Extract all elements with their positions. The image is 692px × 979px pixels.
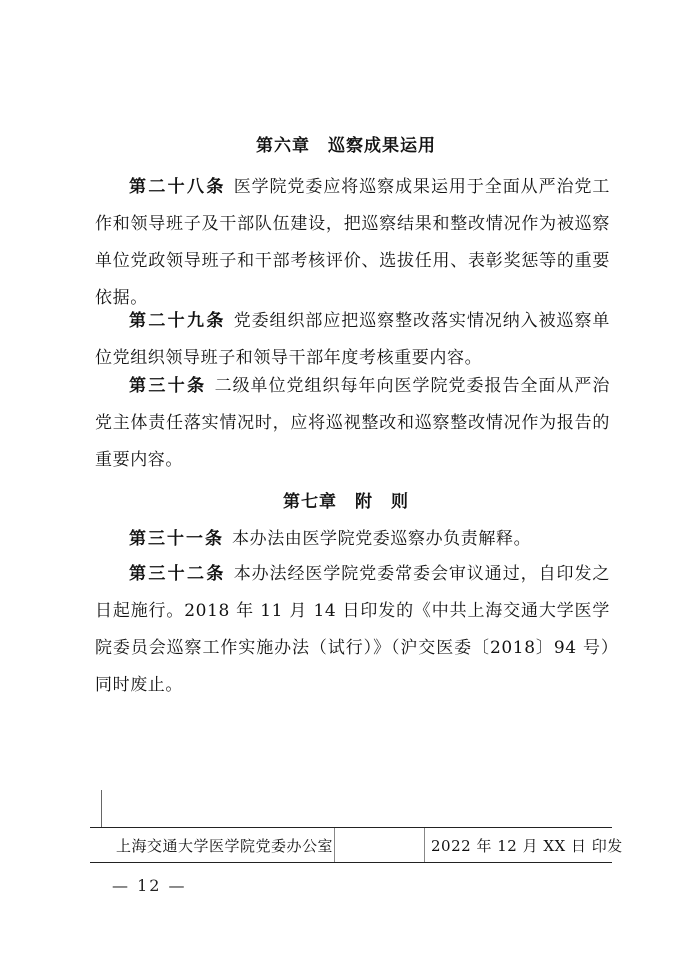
article-28 bbox=[95, 169, 610, 317]
article-28-label: 第二十八条 bbox=[129, 177, 226, 197]
chapter-6-heading bbox=[0, 131, 692, 156]
issuing-office: 上海交通大学医学院党委办公室 bbox=[116, 837, 334, 855]
article-30 bbox=[95, 368, 610, 479]
footer-margin-line bbox=[101, 790, 102, 827]
article-32-label: 第三十二条 bbox=[129, 564, 226, 584]
article-28-text: 医学院党委应将巡察成果运用于全面从严治党工作和领导班子及干部队伍建设，把巡察结果和整改情况作为被巡察单位党政领导班子和干部考核评价、选拔任用、表彰奖惩等的重要依据。 bbox=[95, 177, 610, 308]
article-29-label: 第二十九条 bbox=[129, 311, 226, 331]
article-29 bbox=[95, 303, 610, 377]
footer-divider bbox=[334, 828, 335, 862]
chapter-6-title: 巡察成果运用 bbox=[328, 136, 436, 156]
issuance-date: 2022 年 12 月 XX 日 印发 bbox=[431, 837, 623, 855]
article-29-text: 党委组织部应把巡察整改落实情况纳入被巡察单位党组织领导班子和领导干部年度考核重要内容。 bbox=[95, 311, 610, 368]
page-number: — 12 — bbox=[112, 876, 187, 895]
chapter-7-heading bbox=[0, 487, 692, 512]
article-30-label: 第三十条 bbox=[129, 376, 207, 396]
article-32-text: 本办法经医学院党委常委会审议通过，自印发之日起施行。2018 年 11 月 14 日印发的《中共上海交通大学医学院委员会巡察工作实施办法（试行）》（沪交医委〔2018〕94 号）同时废止。 bbox=[95, 564, 610, 695]
chapter-7-title: 附 则 bbox=[355, 492, 409, 512]
article-31-label: 第三十一条 bbox=[129, 529, 224, 549]
footer-divider bbox=[424, 828, 425, 862]
issuance-footer bbox=[90, 827, 623, 863]
article-31 bbox=[95, 521, 610, 558]
article-32 bbox=[95, 556, 610, 704]
article-30-text: 二级单位党组织每年向医学院党委报告全面从严治党主体责任落实情况时，应将巡视整改和巡察整改情况作为报告的重要内容。 bbox=[95, 376, 611, 470]
chapter-7-number: 第七章 bbox=[283, 492, 337, 512]
article-31-text: 本办法由医学院党委巡察办负责解释。 bbox=[232, 529, 532, 549]
chapter-6-number: 第六章 bbox=[256, 136, 310, 156]
